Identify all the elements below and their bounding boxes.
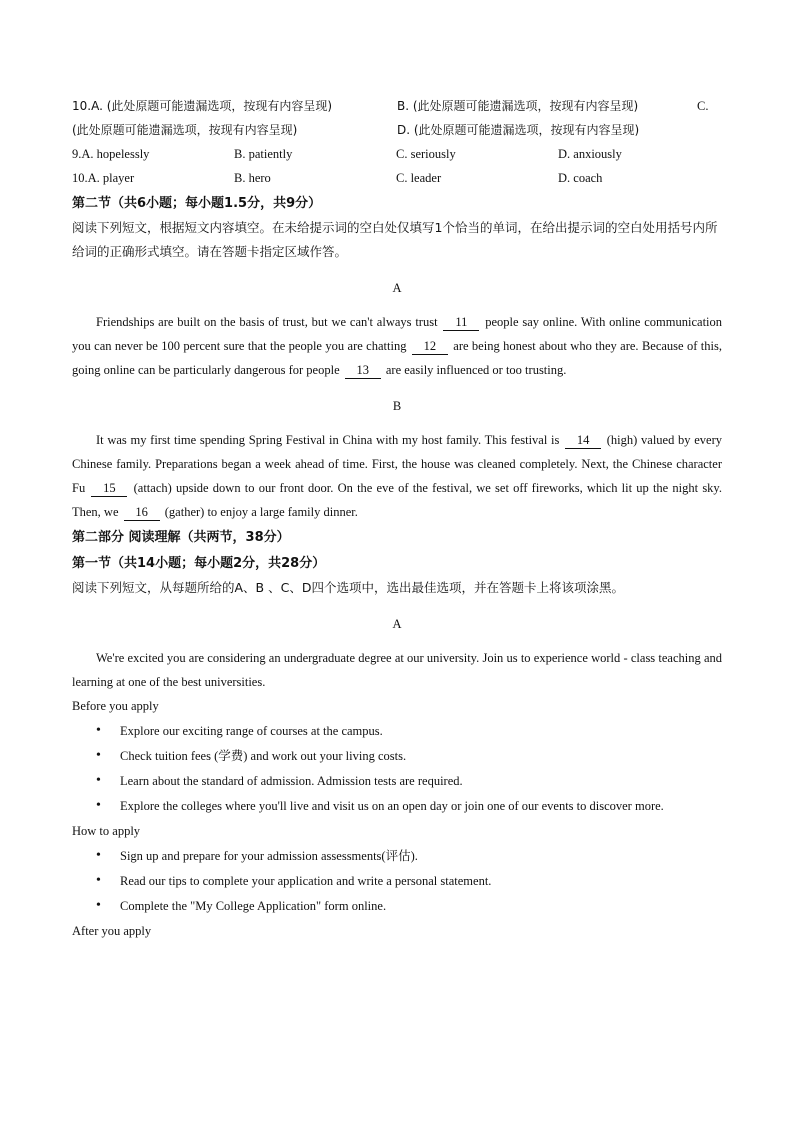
list-item: • Sign up and prepare for your admission assessments(评估). <box>72 844 722 868</box>
reading-passage-a-label: A <box>392 617 402 631</box>
list-item: • Explore our exciting range of courses at the campus. <box>72 719 722 743</box>
option-10b-a[interactable]: 10.A. player <box>72 171 135 185</box>
bullet-icon: • <box>96 723 101 738</box>
q10-options-line-2 <box>72 118 722 142</box>
passage-a-text-4: are easily influenced or too trusting. <box>385 363 567 377</box>
passage-a-label: A <box>392 281 402 295</box>
blank-11[interactable]: 11 <box>443 314 479 331</box>
how-apply-list <box>72 844 722 918</box>
list-item: • Explore the colleges where you'll live and visit us on an open day or join one of our events to discover more. <box>72 794 722 818</box>
option-10b-d[interactable]: D. coach <box>558 171 603 185</box>
q9-options <box>72 142 722 166</box>
passage-a-text-1: Friendships are built on the basis of trust, but we can't always trust <box>96 315 438 329</box>
passage-b-text <box>72 428 722 524</box>
passage-a-text-3: are being honest about who they are. Because of this, going online can be particularly dangerous for people <box>72 339 722 377</box>
before-apply-list <box>72 719 722 818</box>
passage-b-text-3: (attach) upside down to our front door. On the eve of the festival, we set off fireworks, which lit up the night sky. Then, we <box>72 481 723 519</box>
option-10c-label[interactable]: C. <box>697 99 709 113</box>
option-10b-b[interactable]: B. hero <box>234 171 271 185</box>
before-apply-title: Before you apply <box>72 699 159 713</box>
q10-options-line-1 <box>72 94 722 118</box>
list-item: • Check tuition fees (学费) and work out your living costs. <box>72 744 722 768</box>
bullet-icon: • <box>96 798 101 813</box>
option-10c-text[interactable]: (此处原题可能遗漏选项，按现有内容呈现) <box>72 123 298 137</box>
passage-b-text-1: It was my first time spending Spring Festival in China with my host family. This festival is <box>96 433 560 447</box>
after-apply-title: After you apply <box>72 924 152 938</box>
bullet-icon: • <box>96 848 101 863</box>
passage-a-text-2: people say online. With online communication you can never be 100 percent sure that the people you are chatting <box>72 315 723 353</box>
blank-14[interactable]: 14 <box>565 432 601 449</box>
section2-heading: 第二节（共6小题；每小题1.5分，共9分） <box>72 196 322 211</box>
document-page <box>72 94 722 943</box>
option-9c[interactable]: C. seriously <box>396 147 456 161</box>
part2-instructions: 阅读下列短文，从每题所给的A、B 、C、D四个选项中，选出最佳选项，并在答题卡上将该项涂黑。 <box>72 580 624 595</box>
bullet-icon: • <box>96 898 101 913</box>
q10b-options <box>72 166 722 190</box>
option-9b[interactable]: B. patiently <box>234 147 293 161</box>
how-apply-title: How to apply <box>72 824 141 838</box>
option-10b-c[interactable]: C. leader <box>396 171 442 185</box>
bullet-icon: • <box>96 773 101 788</box>
option-9a[interactable]: 9.A. hopelessly <box>72 147 150 161</box>
part2-section1-heading: 第一节（共14小题；每小题2分，共28分） <box>72 556 326 571</box>
option-10a[interactable]: 10.A. (此处原题可能遗漏选项，按现有内容呈现) <box>72 99 333 113</box>
blank-15[interactable]: 15 <box>91 480 127 497</box>
list-item: • Complete the "My College Application" form online. <box>72 894 722 918</box>
list-item: • Learn about the standard of admission. Admission tests are required. <box>72 769 722 793</box>
option-9d[interactable]: D. anxiously <box>558 147 622 161</box>
list-item: • Read our tips to complete your application and write a personal statement. <box>72 869 722 893</box>
part2-heading: 第二部分 阅读理解（共两节，38分） <box>72 530 290 545</box>
blank-13[interactable]: 13 <box>345 362 381 379</box>
passage-b-label: B <box>392 399 402 413</box>
bullet-icon: • <box>96 748 101 763</box>
blank-16[interactable]: 16 <box>124 504 160 521</box>
blank-12[interactable]: 12 <box>412 338 448 355</box>
passage-b-text-2: (high) valued by every Chinese family. Preparations began a week ahead of time. First, the house was cleaned completely. Next, the Chinese character Fu <box>72 433 722 495</box>
passage-a-text <box>72 310 722 382</box>
option-10b[interactable]: B. (此处原题可能遗漏选项，按现有内容呈现) <box>397 99 639 113</box>
section2-instructions: 阅读下列短文，根据短文内容填空。在未给提示词的空白处仅填写1个恰当的单词，在给出提示词的空白处用括号内所给词的正确形式填空。请在答题卡指定区域作答。 <box>72 220 718 259</box>
bullet-icon: • <box>96 873 101 888</box>
reading-passage-a-intro: We're excited you are considering an undergraduate degree at our university. Join us to experience world - class teaching and learning at one of the best universities. <box>72 651 722 689</box>
option-10d[interactable]: D. (此处原题可能遗漏选项，按现有内容呈现) <box>397 123 640 137</box>
passage-b-text-4: (gather) to enjoy a large family dinner. <box>164 505 358 519</box>
